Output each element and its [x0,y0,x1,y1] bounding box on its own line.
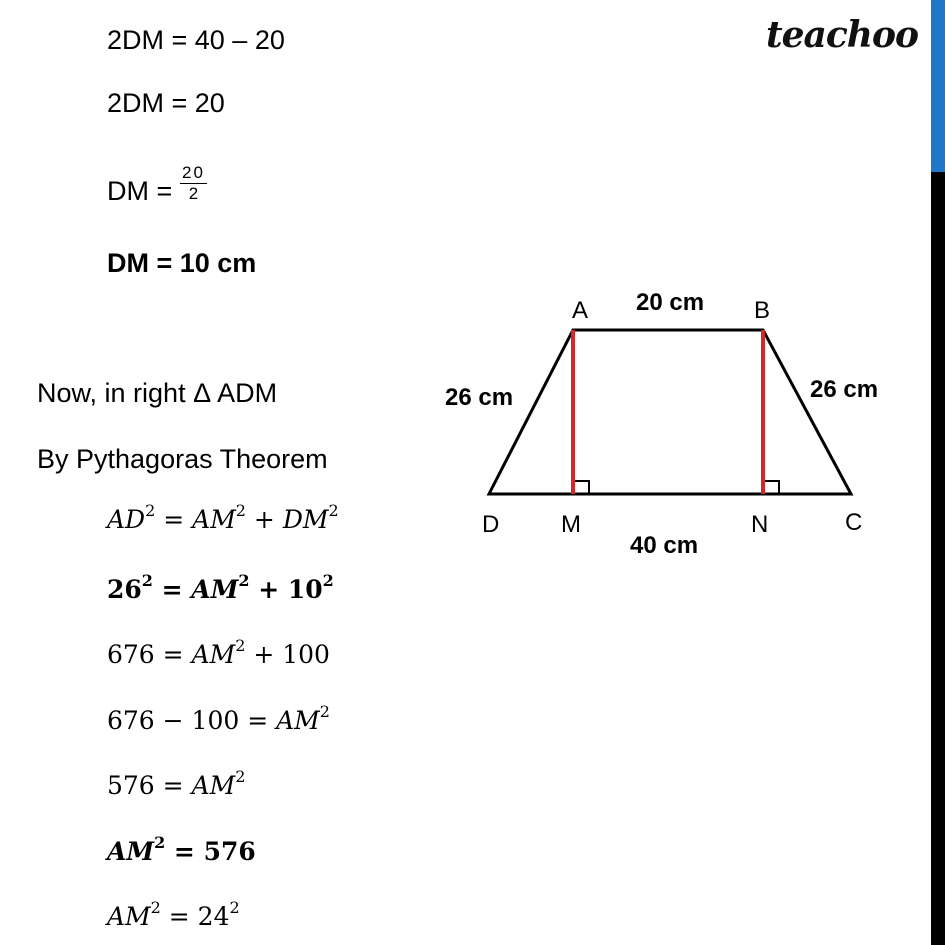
equation-5: $576 = AM^2$ [107,767,246,800]
vertex-label-m: M [561,511,581,538]
step-4-result: DM = 10 cm [107,248,257,278]
fraction-numerator: 20 [182,163,205,182]
step-2: 2DM = 20 [107,88,225,118]
equation-7: $AM^2 = 24^2$ [107,898,240,931]
label-left-26cm: 26 cm [445,384,514,411]
right-angle-mark-n [765,481,779,494]
step-1: 2DM = 40 – 20 [107,25,285,55]
vertex-label-c: C [845,509,863,536]
trapezium-abcd [489,330,851,494]
vertex-label-d: D [482,511,500,538]
vertex-label-n: N [751,511,769,538]
label-bottom-40cm: 40 cm [630,532,699,559]
label-top-20cm: 20 cm [636,289,705,316]
equation-6: $AM^2 = 576$ [107,833,256,866]
equation-3: $676 = AM^2 + 100$ [107,636,330,669]
vertex-label-b: B [754,297,771,324]
equation-2: $26^2 = AM^2 + 10^2$ [107,571,334,604]
step-5: Now, in right Δ ADM [37,378,278,408]
step-3-prefix: DM = [107,176,173,206]
step-6: By Pythagoras Theorem [37,444,328,474]
label-right-26cm: 26 cm [810,376,879,403]
teachoo-logo: teachoo [766,14,918,56]
equation-1: $AD^2 = AM^2 + DM^2$ [107,501,339,534]
vertex-label-a: A [572,297,589,324]
right-angle-mark-m [575,481,589,494]
fraction-denominator: 2 [188,184,199,203]
equation-4: $676 - 100 = AM^2$ [107,702,330,735]
